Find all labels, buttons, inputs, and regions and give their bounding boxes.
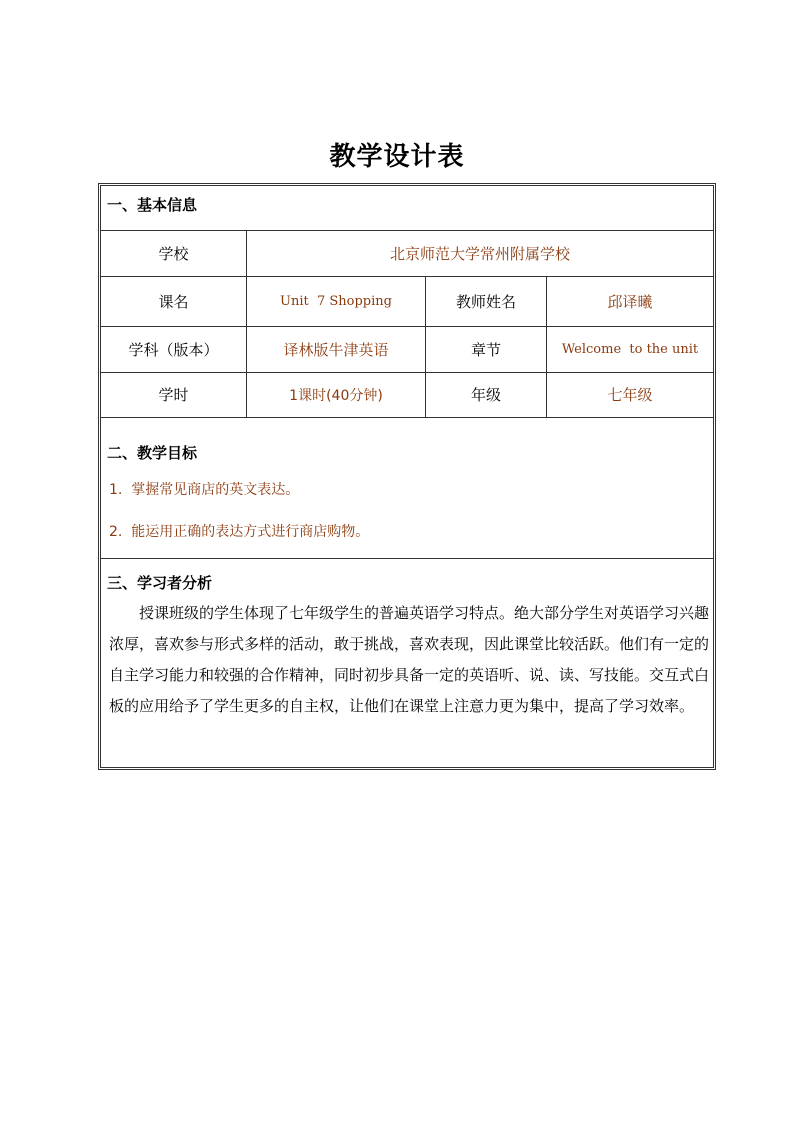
objective-item-1: 1. 掌握常见商店的英文表达。 (109, 482, 300, 498)
teacher-value: 邱译曦 (607, 292, 653, 311)
row-divider (101, 558, 713, 559)
subject-label: 学科（版本） (128, 340, 219, 359)
course-value: Unit 7 Shopping (280, 293, 392, 309)
period-label: 学时 (158, 386, 189, 404)
course-label: 课名 (158, 292, 189, 311)
section-basic-info-heading: 一、基本信息 (107, 196, 198, 214)
grade-value: 七年级 (607, 386, 653, 404)
school-value: 北京师范大学常州附属学校 (389, 244, 570, 263)
school-label: 学校 (158, 244, 189, 263)
subject-value: 译林版牛津英语 (283, 340, 389, 359)
design-table (98, 183, 716, 770)
section-objectives-heading: 二、教学目标 (107, 444, 198, 462)
page-title: 教学设计表 (329, 142, 465, 172)
chapter-label: 章节 (470, 340, 501, 359)
grade-label: 年级 (470, 386, 501, 404)
learner-analysis-paragraph: 授课班级的学生体现了七年级学生的普遍英语学习特点。绝大部分学生对英语学习兴趣浓厚，喜欢参与形式多样的活动，敢于挑战，喜欢表现，因此课堂比较活跃。他们有一定的自主学习能力和较强的合作精神，同时初步具备一定的英语听、说、读、写技能。交互式白板的应用给予了学生更多的自主权，让他们在课堂上注意力更为集中，提高了学习效率。 (109, 604, 710, 715)
teacher-label: 教师姓名 (455, 292, 516, 311)
row-divider (101, 417, 713, 418)
section-learner-analysis-heading: 三、学习者分析 (107, 574, 213, 592)
objective-item-2: 2. 能运用正确的表达方式进行商店购物。 (109, 524, 370, 540)
chapter-value: Welcome to the unit (561, 341, 699, 357)
period-value: 1课时(40分钟) (289, 387, 383, 404)
